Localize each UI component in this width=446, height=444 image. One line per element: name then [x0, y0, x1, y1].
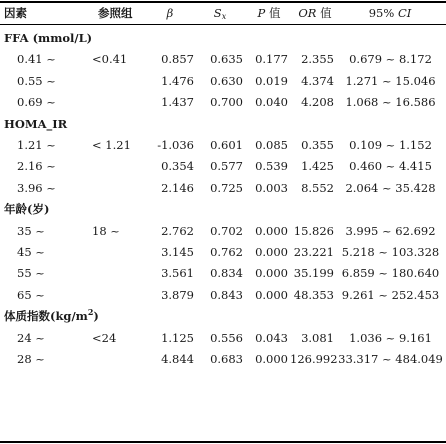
factor-level-cell: 28 ~ [17, 352, 45, 366]
p-value-cell: 0.003 [255, 180, 288, 195]
reference-group-cell: 18 ~ [92, 223, 120, 238]
p-value-cell: 0.000 [255, 266, 288, 281]
or-value-cell: 23.221 [293, 245, 334, 259]
factor-level-cell: 1.21 ~ [17, 138, 56, 152]
or-value-cell: 126.992 [290, 352, 338, 366]
reference-group-cell [92, 71, 142, 92]
standard-error-cell: 0.725 [210, 180, 243, 195]
factor-level-cell: 0.55 ~ [17, 73, 56, 88]
confidence-interval-cell: 0.679 ~ 8.172 [349, 52, 432, 67]
table-row [0, 92, 446, 113]
factor-level-cell: 24 ~ [17, 330, 45, 345]
or-value-cell: 0.355 [301, 138, 334, 152]
table-row [0, 71, 446, 92]
factor-level-cell: 3.96 ~ [17, 180, 56, 195]
factor-level-cell: 0.69 ~ [17, 95, 56, 110]
standard-error-cell: 0.702 [210, 223, 243, 238]
beta-cell: 4.844 [161, 352, 194, 366]
reference-group-cell: <0.41 [92, 52, 128, 67]
reference-group-cell [92, 263, 142, 284]
confidence-interval-cell: 1.036 ~ 9.161 [349, 330, 432, 345]
section-header-row [0, 199, 446, 220]
reference-group-cell [92, 349, 142, 370]
reference-group-cell: < 1.21 [92, 138, 131, 152]
table-header-rule [0, 24, 446, 25]
reference-group-cell [92, 285, 142, 306]
standard-error-cell: 0.556 [210, 330, 243, 345]
table-row [0, 49, 446, 70]
reference-group-cell [92, 242, 142, 263]
section-label: FFA (mmol/L) [4, 31, 93, 45]
beta-cell: 2.762 [161, 223, 194, 238]
table-row [0, 263, 446, 284]
p-value-cell: 0.043 [255, 330, 288, 345]
header-p-value: P 值 [257, 6, 281, 20]
section-header-row [0, 28, 446, 49]
beta-cell: 1.125 [161, 330, 194, 345]
table-row [0, 328, 446, 349]
header-beta: β [166, 6, 174, 20]
beta-cell: 1.437 [161, 95, 194, 110]
reference-group-cell: <24 [92, 330, 117, 345]
or-value-cell: 2.355 [301, 52, 334, 67]
beta-cell: -1.036 [157, 138, 194, 152]
factor-level-cell: 2.16 ~ [17, 159, 56, 174]
p-value-cell: 0.000 [255, 352, 288, 366]
p-value-cell: 0.085 [255, 138, 288, 152]
confidence-interval-cell: 1.068 ~ 16.586 [345, 95, 436, 110]
table-bottom-rule [0, 441, 446, 443]
factor-level-cell: 55 ~ [17, 266, 45, 281]
reference-group-cell [92, 178, 142, 199]
beta-cell: 2.146 [161, 180, 194, 195]
section-label: 年龄(岁) [4, 202, 50, 217]
standard-error-cell: 0.834 [210, 266, 243, 281]
confidence-interval-cell: 1.271 ~ 15.046 [345, 73, 436, 88]
standard-error-cell: 0.683 [210, 352, 243, 366]
header-or-value: OR 值 [298, 6, 332, 20]
reference-group-cell [92, 92, 142, 113]
beta-cell: 1.476 [161, 73, 194, 88]
table-row [0, 221, 446, 242]
confidence-interval-cell: 2.064 ~ 35.428 [345, 180, 436, 195]
or-value-cell: 3.081 [301, 330, 334, 345]
confidence-interval-cell: 0.109 ~ 1.152 [349, 138, 432, 152]
or-value-cell: 15.826 [293, 223, 334, 238]
beta-cell: 0.857 [161, 52, 194, 67]
table-row [0, 349, 446, 370]
section-label: 体质指数$(kg/m^2)$ [4, 307, 99, 324]
standard-error-cell: 0.630 [210, 73, 243, 88]
table-row [0, 156, 446, 177]
p-value-cell: 0.177 [255, 52, 288, 67]
factor-level-cell: 35 ~ [17, 223, 45, 238]
p-value-cell: 0.000 [255, 223, 288, 238]
p-value-cell: 0.040 [255, 95, 288, 110]
table-row [0, 135, 446, 156]
header-standard-error: $S_x$ [213, 6, 227, 21]
p-value-cell: 0.000 [255, 287, 288, 302]
confidence-interval-cell: 33.317 ~ 484.049 [338, 352, 443, 366]
p-value-cell: 0.539 [255, 159, 288, 174]
or-value-cell: 4.208 [301, 95, 334, 110]
reference-group-cell [92, 156, 142, 177]
standard-error-cell: 0.577 [210, 159, 243, 174]
beta-cell: 3.561 [161, 266, 194, 281]
standard-error-cell: 0.601 [210, 138, 243, 152]
beta-cell: 3.145 [161, 245, 194, 259]
section-header-row [0, 114, 446, 135]
table-row [0, 242, 446, 263]
section-label: HOMA_IR [4, 116, 68, 131]
beta-cell: 3.879 [161, 287, 194, 302]
header-confidence-interval: 95% CI [368, 6, 412, 20]
header-factor: 因素 [4, 6, 27, 20]
table-header-row [0, 3, 446, 24]
section-header-row [0, 306, 446, 327]
p-value-cell: 0.000 [255, 245, 288, 259]
standard-error-cell: 0.700 [210, 95, 243, 110]
factor-level-cell: 45 ~ [17, 245, 45, 259]
header-reference-group: 参照组 [98, 6, 133, 20]
or-value-cell: 48.353 [293, 287, 334, 302]
or-value-cell: 35.199 [293, 266, 334, 281]
standard-error-cell: 0.843 [210, 287, 243, 302]
or-value-cell: 8.552 [301, 180, 334, 195]
or-value-cell: 1.425 [301, 159, 334, 174]
confidence-interval-cell: 0.460 ~ 4.415 [349, 159, 432, 174]
standard-error-cell: 0.762 [210, 245, 243, 259]
factor-level-cell: 0.41 ~ [17, 52, 56, 67]
factor-level-cell: 65 ~ [17, 287, 45, 302]
standard-error-cell: 0.635 [210, 52, 243, 67]
confidence-interval-cell: 9.261 ~ 252.453 [341, 287, 440, 302]
table-row [0, 285, 446, 306]
p-value-cell: 0.019 [255, 73, 288, 88]
or-value-cell: 4.374 [301, 73, 334, 88]
table-row [0, 178, 446, 199]
beta-cell: 0.354 [161, 159, 194, 174]
confidence-interval-cell: 6.859 ~ 180.640 [341, 266, 440, 281]
confidence-interval-cell: 5.218 ~ 103.328 [341, 245, 440, 259]
confidence-interval-cell: 3.995 ~ 62.692 [345, 223, 436, 238]
